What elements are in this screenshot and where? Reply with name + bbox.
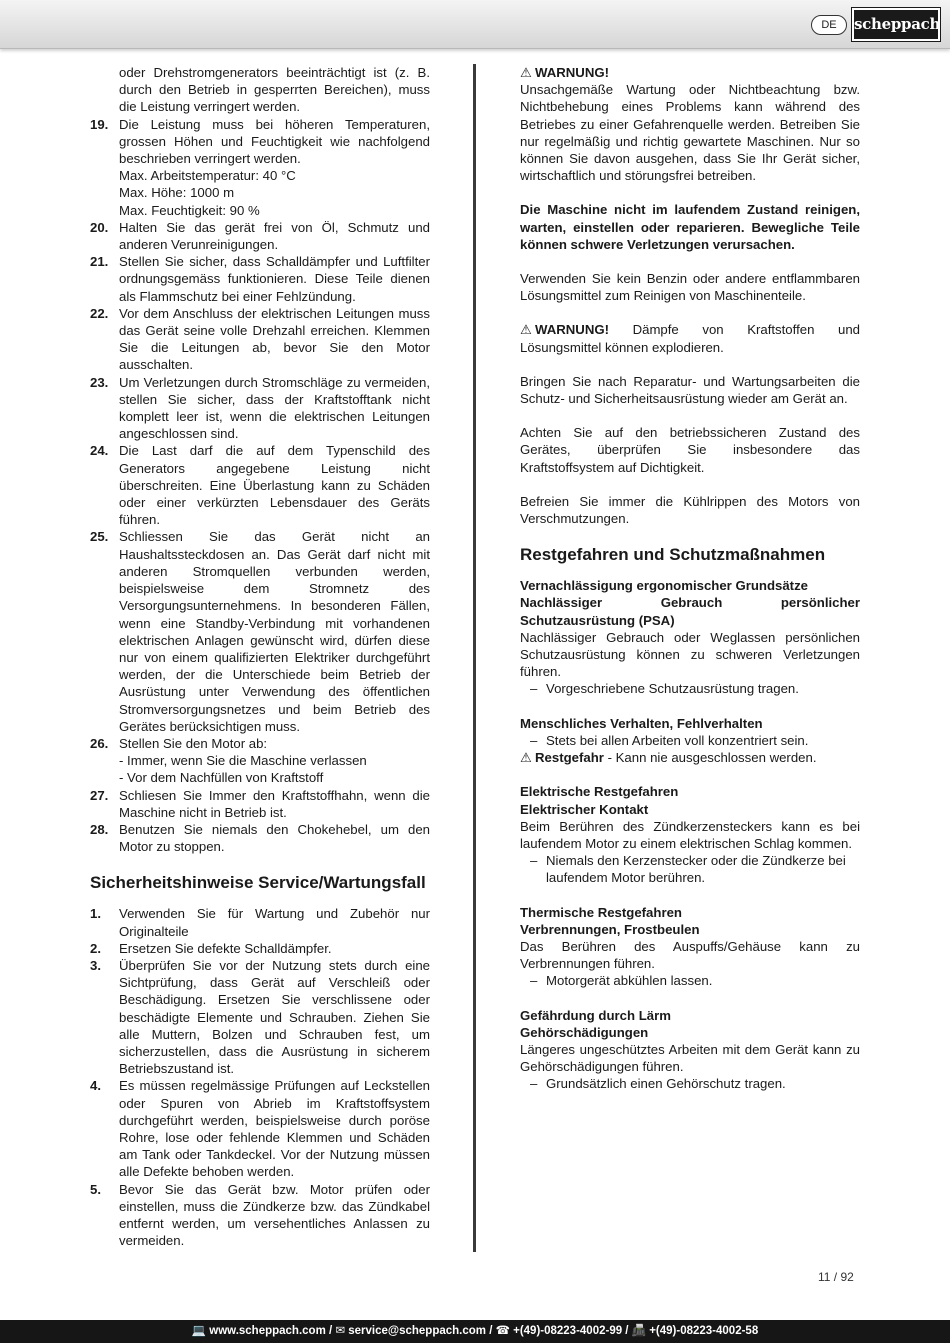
right-column <box>520 64 860 1093</box>
list-item: – Vorgeschriebene Schutzausrüstung tragen. <box>530 681 799 697</box>
subheading: Verbrennungen, Frostbeulen <box>520 921 700 937</box>
list-item: – Niemals den Kerzenstecker oder die Zündkerze bei laufendem Motor berühren. <box>530 853 846 886</box>
restgefahr-note: ⚠ Restgefahr - Kann nie ausgeschlossen werden. <box>520 750 817 766</box>
left-column <box>90 64 430 1249</box>
list-item: 2. Ersetzen Sie defekte Schalldämpfer. <box>90 940 332 956</box>
warning-vapors: ⚠ WARNUNG! Dämpfe von Kraftstoffen und Lösungsmittel können explodieren. <box>520 322 860 355</box>
subheading: Gehörschädigungen <box>520 1024 649 1040</box>
subheading: Elektrische Restgefahren <box>520 784 679 800</box>
list-item: 26. Stellen Sie den Motor ab: - Immer, wenn Sie die Maschine verlassen - Vor dem Nachfüllen von Kraftstoff <box>90 735 367 786</box>
list-item: 22. Vor dem Anschluss der elektrischen Leitungen muss das Gerät seine volle Drehzahl erreichen. Klemmen Sie die Leitungen ab, bevor Sie den Motor ausschalten. <box>90 305 430 373</box>
section-heading-restgefahren: Restgefahren und Schutzmaßnahmen <box>520 545 826 565</box>
list-item: 25. Schliessen Sie das Gerät nicht an Haushaltssteckdosen an. Das Gerät darf nicht mit anderen Stromquellen verbunden werden, beispielsweise dem Stromnetz des Versorgungsunternehmens. In besonderen Fällen, wenn eine Standby-Verbindung mit vorhandenen elektrischen Anlagen gewünscht wird, dürfen diese nur von einem qualifizierten Elektriker durchgeführt werden, der die Unterschiede beim Betrieb der Ausrüstung unter Verwendung des öffentlichen Stromversorgungsnetzes und beim Betrieb des Gerätes berücksichtigen muss. <box>90 529 430 734</box>
header-bar <box>0 0 950 49</box>
warning-heading: ⚠ WARNUNG! <box>520 65 609 80</box>
list-item: 24. Die Last darf die auf dem Typenschild des Generators angegebene Leistung nicht überschreiten. Eine Überlastung kann zu Schäden oder einer verkürzten Lebensdauer des Geräts führen. <box>90 443 430 528</box>
footer-bar: 💻 www.scheppach.com / ✉ service@scheppach.com / ☎ +(49)-08223-4002-99 / 📠 +(49)-08223-4002-58 <box>0 1320 950 1343</box>
warning-triangle-icon: ⚠ <box>520 65 532 80</box>
list-item: – Stets bei allen Arbeiten voll konzentriert sein. <box>530 732 809 748</box>
continued-text: oder Drehstromgenerators beeinträchtigt ist (z. B. durch den Betrieb in gesperrten Bereichen), muss die Leistung verringert werden. <box>119 65 430 115</box>
list-item: 5. Bevor Sie das Gerät bzw. Motor prüfen oder einstellen, muss die Zündkerze bzw. das Zündkabel entfernt werden, um versehentliches Anlassen zu vermeiden. <box>90 1181 430 1249</box>
page-number: 11 / 92 <box>818 1270 854 1284</box>
paragraph: Verwenden Sie kein Benzin oder andere entflammbaren Lösungsmittel zum Reinigen von Maschinenteile. <box>520 271 860 304</box>
subheading: Thermische Restgefahren <box>520 904 682 920</box>
paragraph: Nachlässiger Gebrauch oder Weglassen persönlichen Schutzausrüstung können zu schweren Verletzungen führen. <box>520 629 860 680</box>
subheading: Menschliches Verhalten, Fehlverhalten <box>520 715 763 731</box>
subheading: Gefährdung durch Lärm <box>520 1007 671 1023</box>
list-item: 3. Überprüfen Sie vor der Nutzung stets durch eine Sichtprüfung, dass Gerät auf Verschleiß oder Beschädigung. Ersetzen Sie verschlissene oder beschädigte Elemente und Schrauben. Ziehen Sie alle Muttern, Bolzen und Schrauben fest, um sicherzustellen, dass die Ausrüstung in sicherem Betriebszustand ist. <box>90 957 430 1077</box>
language-badge: DE <box>811 15 847 35</box>
paragraph: Beim Berühren des Zündkerzensteckers kann es bei laufendem Motor zu einem elektrischen Schlag kommen. <box>520 818 860 851</box>
list-item: 1. Verwenden Sie für Wartung und Zubehör nur Originalteile <box>90 906 430 939</box>
safety-list-2 <box>90 905 430 1249</box>
list-item: 19. Die Leistung muss bei höheren Temperaturen, grossen Höhen und Feuchtigkeit wie nachfolgend beschrieben verringert werden. Max. Arbeitstemperatur: 40 °C Max. Höhe: 1000 m Max. Feuchtigkeit: 90 % <box>90 116 430 218</box>
paragraph: Achten Sie auf den betriebssicheren Zustand des Gerätes, überprüfen Sie insbesondere das Kraftstoffsystem auf Dichtigkeit. <box>520 425 860 475</box>
list-item: – Grundsätzlich einen Gehörschutz tragen. <box>530 1076 786 1092</box>
list-item: 27. Schliesen Sie Immer den Kraftstoffhahn, wenn die Maschine nicht in Betrieb ist. <box>90 787 430 820</box>
list-item: 21. Stellen Sie sicher, dass Schalldämpfer und Luftfilter ordnungsgemäss funktionieren. Diese Teile dienen als Flammschutz bei einer Fehlzündung. <box>90 254 430 304</box>
warning-text: Unsachgemäße Wartung oder Nichtbeachtung bzw. Nichtbehebung eines Problems kann während des Betriebes zu einer Gefahrenquelle werden. Betreiben Sie nur regelmäßig und richtig gewartete Maschinen. Nur so können Sie davon ausgehen, dass Sie Ihr Gerät sicher, wirtschaftlich und störungsfrei betreiben. <box>520 82 860 184</box>
bold-notice: Die Maschine nicht im laufendem Zustand reinigen, warten, einstellen oder reparieren. Bewegliche Teile können schwere Verletzungen verursachen. <box>520 202 860 252</box>
column-divider <box>473 64 476 1252</box>
brand-logo: scheppach <box>852 8 940 41</box>
subheading: Nachlässiger Gebrauch persönlicher Schutzausrüstung (PSA) <box>520 595 860 628</box>
safety-list-1 <box>90 116 430 856</box>
section-heading-service: Sicherheitshinweise Service/Wartungsfall <box>90 873 426 893</box>
paragraph: Befreien Sie immer die Kühlrippen des Motors von Verschmutzungen. <box>520 493 860 527</box>
list-item: 4. Es müssen regelmässige Prüfungen auf Leckstellen oder Spuren von Abrieb im Kraftstoffsystem durchgeführt werden, beispielsweise durch poröse Rohre, lose oder fehlende Klemmen und Schäden am Tank oder Tankdeckel. Vor der Nutzung müssen alle Defekte behoben werden. <box>90 1078 430 1180</box>
warning-triangle-icon: ⚠ <box>520 750 532 766</box>
list-item: – Motorgerät abkühlen lassen. <box>530 973 713 989</box>
subheading: Elektrischer Kontakt <box>520 801 649 817</box>
paragraph: Bringen Sie nach Reparatur- und Wartungsarbeiten die Schutz- und Sicherheitsausrüstung wieder am Gerät an. <box>520 373 860 407</box>
list-item: 28. Benutzen Sie niemals den Chokehebel, um den Motor zu stoppen. <box>90 821 430 855</box>
subheading: Vernachlässigung ergonomischer Grundsätze <box>520 578 809 594</box>
paragraph: Das Berühren des Auspuffs/Gehäuse kann zu Verbrennungen führen. <box>520 938 860 972</box>
warning-triangle-icon: ⚠ <box>520 322 532 338</box>
paragraph: Längeres ungeschütztes Arbeiten mit dem Gerät kann zu Gehörschädigungen führen. <box>520 1041 860 1075</box>
list-item: 23. Um Verletzungen durch Stromschläge zu vermeiden, stellen Sie sicher, dass der Kraftstofftank nicht komplett leer ist, wenn die elektrischen Leitungen angeschlossen sind. <box>90 374 430 442</box>
list-item: 20. Halten Sie das gerät frei von Öl, Schmutz und anderen Verunreinigungen. <box>90 219 430 253</box>
